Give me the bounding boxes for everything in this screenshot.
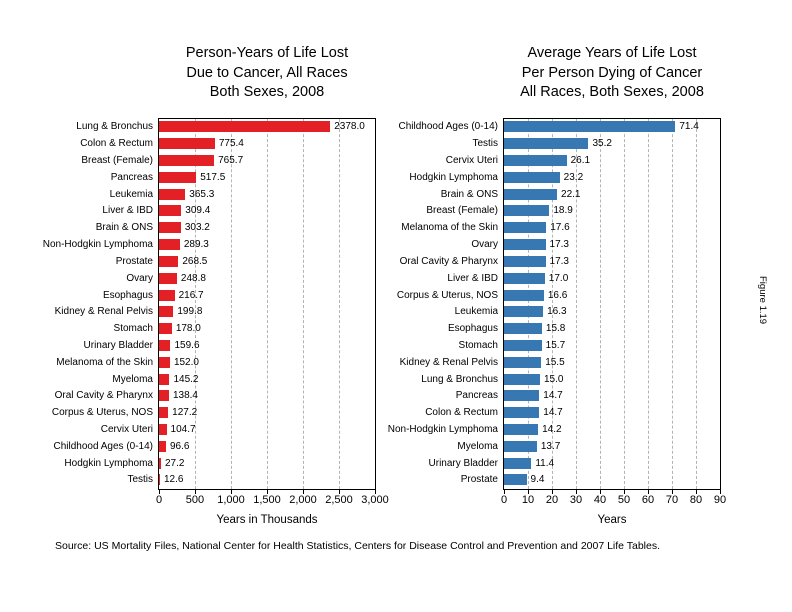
bar — [504, 205, 549, 216]
bar-row — [159, 186, 375, 203]
x-tick-label: 3,000 — [361, 493, 389, 506]
x-tick-label: 60 — [641, 493, 655, 506]
bar — [504, 222, 546, 233]
person-years-of-life-lost-chart — [42, 44, 389, 526]
bar-row — [159, 404, 375, 421]
bar-value-label: 12.6 — [164, 474, 184, 486]
bar-row — [504, 337, 720, 354]
bar — [504, 407, 539, 418]
bar-row — [504, 253, 720, 270]
bar-row — [159, 270, 375, 287]
bar-value-label: 27.2 — [164, 457, 185, 469]
chart-title — [503, 44, 721, 103]
y-axis-label: Esophagus — [102, 289, 153, 301]
bar — [159, 121, 330, 132]
bar-row — [159, 135, 375, 152]
bar-row — [159, 219, 375, 236]
bar — [504, 323, 542, 334]
bar-row — [159, 371, 375, 388]
y-axis-label: Urinary Bladder — [83, 339, 153, 351]
bar — [504, 189, 557, 200]
x-tick-label: 10 — [521, 493, 535, 506]
y-axis-label: Ovary — [126, 272, 153, 284]
bar-value-label: 11.4 — [535, 457, 555, 469]
y-axis-label: Oral Cavity & Pharynx — [399, 255, 498, 267]
y-axis-label: Urinary Bladder — [428, 457, 498, 469]
bar-row — [159, 203, 375, 220]
bar-value-label: 17.3 — [549, 255, 569, 267]
bar-row — [504, 236, 720, 253]
y-axis-label: Melanoma of the Skin — [401, 222, 498, 234]
y-axis-label: Stomach — [113, 323, 153, 335]
bar-value-label: 145.2 — [173, 373, 199, 385]
bar — [159, 273, 177, 284]
bar-value-label: 15.5 — [545, 356, 565, 368]
x-tick-label: 1,000 — [217, 493, 245, 506]
y-axis-label: Breast (Female) — [81, 155, 153, 167]
y-axis-label: Lung & Bronchus — [421, 373, 498, 385]
bar-value-label: 26.1 — [570, 155, 591, 167]
x-tick-label: 30 — [569, 493, 583, 506]
y-axis-label: Myeloma — [457, 440, 498, 452]
bar-row — [504, 455, 720, 472]
y-axis-label: Leukemia — [109, 188, 153, 200]
x-tick-label: 40 — [593, 493, 607, 506]
x-tick-label: 2,500 — [325, 493, 353, 506]
bar — [159, 239, 180, 250]
y-axis-labels — [42, 118, 158, 490]
bar-row — [159, 320, 375, 337]
bar — [504, 155, 567, 166]
bar — [159, 357, 170, 368]
bar-value-label: 517.5 — [200, 171, 226, 183]
bar-value-label: 35.2 — [592, 138, 612, 150]
bar-value-label: 365.3 — [189, 188, 215, 200]
bar — [504, 239, 546, 250]
x-axis — [155, 490, 389, 507]
bar-value-label: 15.8 — [545, 323, 566, 335]
bar — [159, 256, 178, 267]
bar — [504, 424, 538, 435]
bar-row — [504, 472, 720, 489]
bar-value-label: 152.0 — [173, 356, 199, 368]
x-tick-label: 0 — [155, 493, 163, 506]
bar — [159, 306, 173, 317]
bar-row — [159, 438, 375, 455]
bar-value-label: 104.7 — [170, 424, 196, 436]
bar-row — [504, 152, 720, 169]
x-tick-label: 2,000 — [289, 493, 317, 506]
bar-row — [504, 119, 720, 136]
bar-row — [504, 270, 720, 287]
bar — [159, 474, 160, 485]
bar-value-label: 17.3 — [549, 239, 569, 251]
y-axis-label: Liver & IBD — [102, 205, 153, 217]
bar — [504, 172, 560, 183]
x-axis-title: Years — [597, 513, 627, 526]
y-axis-label: Hodgkin Lymphoma — [409, 171, 498, 183]
bar-row — [504, 404, 720, 421]
bar — [504, 374, 540, 385]
bar-row — [159, 287, 375, 304]
bar-row — [504, 169, 720, 186]
bar-value-label: 17.0 — [548, 272, 569, 284]
x-tick-label: 90 — [713, 493, 727, 506]
bar-row — [159, 119, 375, 136]
bar-value-label: 13.7 — [540, 440, 561, 452]
y-axis-label: Stomach — [458, 339, 498, 351]
bar — [504, 138, 588, 149]
chart-title-line-2: Due to Cancer, All Races — [186, 64, 348, 81]
chart-body — [42, 118, 389, 526]
bar — [159, 138, 215, 149]
source-note: Source: US Mortality Files, National Center for Health Statistics, Centers for Disease Control and Prevention and 2007 Life Tables. — [55, 540, 661, 552]
bar — [504, 256, 546, 267]
bar — [159, 205, 181, 216]
chart-title-line-3: Both Sexes, 2008 — [209, 84, 325, 100]
bar-row — [159, 236, 375, 253]
bar-row — [504, 203, 720, 220]
bar-row — [504, 135, 720, 152]
y-axis-labels — [387, 118, 503, 490]
y-axis-label: Leukemia — [454, 306, 498, 318]
bar-value-label: 309.4 — [185, 205, 211, 217]
bar-value-label: 15.7 — [545, 339, 566, 351]
y-axis-label: Ovary — [471, 239, 498, 251]
x-tick-label: 500 — [185, 493, 205, 506]
bar-value-label: 14.2 — [542, 424, 562, 436]
bar — [504, 441, 537, 452]
bar-value-label: 775.4 — [218, 138, 244, 150]
x-tick-label: 20 — [545, 493, 559, 506]
y-axis-label: Brain & ONS — [440, 188, 498, 200]
y-axis-label: Cervix Uteri — [445, 155, 498, 167]
bar-value-label: 127.2 — [172, 407, 198, 419]
y-axis-label: Kidney & Renal Pelvis — [399, 356, 498, 368]
bar — [159, 189, 185, 200]
bar-row — [159, 253, 375, 270]
bar — [504, 121, 675, 132]
bar — [504, 340, 542, 351]
y-axis-label: Hodgkin Lymphoma — [64, 457, 153, 469]
bar-value-label: 268.5 — [182, 255, 208, 267]
x-tick-label: 80 — [689, 493, 703, 506]
y-axis-label: Kidney & Renal Pelvis — [54, 306, 153, 318]
bar-row — [504, 287, 720, 304]
bar-value-label: 23.2 — [563, 171, 584, 183]
bar — [504, 273, 545, 284]
plot-area — [503, 118, 721, 490]
x-axis-title: Years in Thousands — [216, 513, 318, 526]
x-tick-label: 50 — [617, 493, 631, 506]
bar — [159, 390, 169, 401]
bar-value-label: 17.6 — [550, 222, 570, 234]
y-axis-label: Colon & Rectum — [425, 407, 498, 419]
bar-value-label: 765.7 — [218, 155, 244, 167]
bar-row — [504, 354, 720, 371]
y-axis-label: Myeloma — [112, 373, 153, 385]
bar-row — [159, 337, 375, 354]
y-axis-label: Esophagus — [447, 323, 498, 335]
bar — [504, 357, 541, 368]
bar-row — [504, 371, 720, 388]
y-axis-label: Pancreas — [110, 171, 153, 183]
bar — [504, 474, 527, 485]
bar-row — [159, 455, 375, 472]
bar-value-label: 178.0 — [175, 323, 201, 335]
y-axis-label: Testis — [472, 138, 498, 150]
y-axis-label: Non-Hodgkin Lymphoma — [387, 424, 498, 436]
y-axis-label: Liver & IBD — [447, 272, 498, 284]
bar — [159, 458, 161, 469]
figure-number-label: Figure 1.19 — [757, 276, 768, 325]
bar-value-label: 16.6 — [547, 289, 568, 301]
x-tick-label: 70 — [665, 493, 679, 506]
y-axis-label: Brain & ONS — [95, 222, 153, 234]
bar-value-label: 18.9 — [553, 205, 573, 217]
x-tick-label: 0 — [500, 493, 508, 506]
y-axis-label: Melanoma of the Skin — [56, 356, 153, 368]
y-axis-label: Oral Cavity & Pharynx — [54, 390, 153, 402]
bar-value-label: 138.4 — [172, 390, 198, 402]
bar — [159, 340, 170, 351]
bar-row — [159, 169, 375, 186]
bar-value-label: 303.2 — [184, 222, 210, 234]
y-axis-label: Cervix Uteri — [100, 424, 153, 436]
x-tick-label: 1,500 — [253, 493, 281, 506]
bar — [159, 441, 166, 452]
y-axis-label: Childhood Ages (0-14) — [53, 440, 153, 452]
chart-body — [387, 118, 727, 526]
bar — [159, 290, 175, 301]
y-axis-label: Corpus & Uterus, NOS — [396, 289, 498, 301]
y-axis-label: Lung & Bronchus — [76, 121, 153, 133]
chart-title-line-2: Per Person Dying of Cancer — [521, 64, 703, 81]
y-axis-label: Colon & Rectum — [80, 138, 153, 150]
chart-title-line-1: Person-Years of Life Lost — [185, 45, 349, 61]
bar-value-label: 248.8 — [180, 272, 206, 284]
bar-row — [504, 219, 720, 236]
x-axis — [500, 490, 727, 507]
bar — [504, 290, 544, 301]
plot-area — [158, 118, 376, 490]
bar — [159, 424, 167, 435]
bar-row — [504, 388, 720, 405]
bar-row — [504, 186, 720, 203]
bar-value-label: 159.6 — [174, 339, 200, 351]
y-axis-label: Prostate — [115, 255, 153, 267]
bar — [504, 306, 543, 317]
bar-row — [504, 421, 720, 438]
bar-value-label: 199.8 — [177, 306, 203, 318]
bar-value-label: 216.7 — [178, 289, 204, 301]
bar-value-label: 9.4 — [530, 474, 545, 486]
bar-value-label: 14.7 — [543, 407, 563, 419]
bar — [159, 222, 181, 233]
y-axis-label: Corpus & Uterus, NOS — [51, 407, 153, 419]
y-axis-label: Prostate — [460, 474, 498, 486]
chart-title — [158, 44, 376, 103]
bar — [159, 407, 168, 418]
bar-value-label: 16.3 — [547, 306, 567, 318]
chart-title-line-1: Average Years of Life Lost — [527, 45, 697, 61]
y-axis-label: Non-Hodgkin Lymphoma — [42, 239, 153, 251]
bar-row — [504, 438, 720, 455]
plot-column — [155, 118, 389, 526]
bar-value-label: 2378.0 — [334, 121, 365, 133]
bar-row — [159, 303, 375, 320]
bar-row — [159, 472, 375, 489]
bar — [159, 323, 172, 334]
bar-value-label: 14.7 — [543, 390, 563, 402]
bar-value-label: 96.6 — [169, 440, 190, 452]
bar — [504, 458, 531, 469]
y-axis-label: Childhood Ages (0-14) — [398, 121, 498, 133]
y-axis-label: Testis — [127, 474, 153, 486]
bar-row — [504, 303, 720, 320]
bar-row — [159, 388, 375, 405]
plot-column — [500, 118, 727, 526]
bar — [504, 390, 539, 401]
bar-row — [159, 152, 375, 169]
average-years-of-life-lost-chart — [387, 44, 727, 526]
bar-value-label: 15.0 — [543, 373, 564, 385]
y-axis-label: Breast (Female) — [426, 205, 498, 217]
bar-value-label: 71.4 — [679, 121, 699, 133]
chart-title-line-3: All Races, Both Sexes, 2008 — [520, 84, 704, 100]
bar-value-label: 22.1 — [561, 188, 581, 200]
bar — [159, 155, 214, 166]
bar — [159, 374, 169, 385]
bar-row — [159, 354, 375, 371]
bar-row — [504, 320, 720, 337]
bar — [159, 172, 196, 183]
bar-row — [159, 421, 375, 438]
bar-value-label: 289.3 — [183, 239, 209, 251]
y-axis-label: Pancreas — [455, 390, 498, 402]
